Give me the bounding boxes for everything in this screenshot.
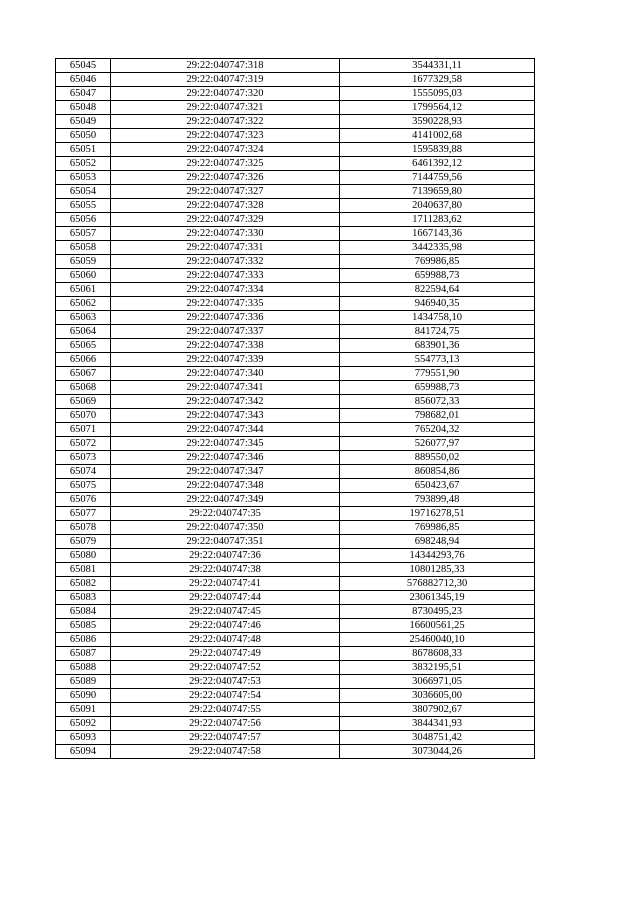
row-number-cell: 65061 bbox=[56, 283, 111, 297]
row-number-cell: 65062 bbox=[56, 297, 111, 311]
cadastral-number-cell: 29:22:040747:36 bbox=[111, 549, 340, 563]
cadastral-number-cell: 29:22:040747:327 bbox=[111, 185, 340, 199]
table-row bbox=[56, 731, 535, 745]
table-row bbox=[56, 423, 535, 437]
table-row bbox=[56, 703, 535, 717]
cadastral-number-cell: 29:22:040747:53 bbox=[111, 675, 340, 689]
row-number-cell: 65053 bbox=[56, 171, 111, 185]
row-number-cell: 65051 bbox=[56, 143, 111, 157]
cadastral-value-cell: 16600561,25 bbox=[340, 619, 535, 633]
row-number-cell: 65063 bbox=[56, 311, 111, 325]
cadastral-value-cell: 1555095,03 bbox=[340, 87, 535, 101]
cadastral-number-cell: 29:22:040747:349 bbox=[111, 493, 340, 507]
row-number-cell: 65068 bbox=[56, 381, 111, 395]
row-number-cell: 65072 bbox=[56, 437, 111, 451]
row-number-cell: 65069 bbox=[56, 395, 111, 409]
cadastral-number-cell: 29:22:040747:321 bbox=[111, 101, 340, 115]
cadastral-value-cell: 841724,75 bbox=[340, 325, 535, 339]
cadastral-number-cell: 29:22:040747:58 bbox=[111, 745, 340, 759]
cadastral-number-cell: 29:22:040747:38 bbox=[111, 563, 340, 577]
cadastral-value-cell: 554773,13 bbox=[340, 353, 535, 367]
cadastral-value-cell: 3442335,98 bbox=[340, 241, 535, 255]
cadastral-value-cell: 8730495,23 bbox=[340, 605, 535, 619]
row-number-cell: 65092 bbox=[56, 717, 111, 731]
cadastral-value-cell: 3807902,67 bbox=[340, 703, 535, 717]
row-number-cell: 65077 bbox=[56, 507, 111, 521]
cadastral-number-cell: 29:22:040747:335 bbox=[111, 297, 340, 311]
cadastral-number-cell: 29:22:040747:48 bbox=[111, 633, 340, 647]
row-number-cell: 65074 bbox=[56, 465, 111, 479]
cadastral-value-cell: 659988,73 bbox=[340, 381, 535, 395]
cadastral-number-cell: 29:22:040747:41 bbox=[111, 577, 340, 591]
table-row bbox=[56, 409, 535, 423]
cadastral-value-cell: 576882712,30 bbox=[340, 577, 535, 591]
table-row bbox=[56, 367, 535, 381]
table-row bbox=[56, 101, 535, 115]
cadastral-number-cell: 29:22:040747:319 bbox=[111, 73, 340, 87]
cadastral-value-cell: 822594,64 bbox=[340, 283, 535, 297]
row-number-cell: 65071 bbox=[56, 423, 111, 437]
cadastral-number-cell: 29:22:040747:344 bbox=[111, 423, 340, 437]
cadastral-number-cell: 29:22:040747:333 bbox=[111, 269, 340, 283]
table-row bbox=[56, 185, 535, 199]
cadastral-value-cell: 1677329,58 bbox=[340, 73, 535, 87]
cadastral-value-cell: 14344293,76 bbox=[340, 549, 535, 563]
row-number-cell: 65091 bbox=[56, 703, 111, 717]
row-number-cell: 65046 bbox=[56, 73, 111, 87]
cadastral-number-cell: 29:22:040747:332 bbox=[111, 255, 340, 269]
cadastral-value-cell: 3844341,93 bbox=[340, 717, 535, 731]
cadastral-value-cell: 698248,94 bbox=[340, 535, 535, 549]
row-number-cell: 65057 bbox=[56, 227, 111, 241]
row-number-cell: 65093 bbox=[56, 731, 111, 745]
row-number-cell: 65059 bbox=[56, 255, 111, 269]
table-row bbox=[56, 549, 535, 563]
cadastral-value-table bbox=[55, 58, 535, 759]
cadastral-number-cell: 29:22:040747:54 bbox=[111, 689, 340, 703]
table-row bbox=[56, 605, 535, 619]
cadastral-number-cell: 29:22:040747:329 bbox=[111, 213, 340, 227]
table-row bbox=[56, 73, 535, 87]
cadastral-number-cell: 29:22:040747:56 bbox=[111, 717, 340, 731]
row-number-cell: 65064 bbox=[56, 325, 111, 339]
cadastral-number-cell: 29:22:040747:342 bbox=[111, 395, 340, 409]
cadastral-number-cell: 29:22:040747:324 bbox=[111, 143, 340, 157]
cadastral-value-cell: 683901,36 bbox=[340, 339, 535, 353]
row-number-cell: 65050 bbox=[56, 129, 111, 143]
table-row bbox=[56, 479, 535, 493]
cadastral-number-cell: 29:22:040747:44 bbox=[111, 591, 340, 605]
cadastral-number-cell: 29:22:040747:55 bbox=[111, 703, 340, 717]
cadastral-number-cell: 29:22:040747:52 bbox=[111, 661, 340, 675]
row-number-cell: 65087 bbox=[56, 647, 111, 661]
cadastral-value-cell: 3073044,26 bbox=[340, 745, 535, 759]
row-number-cell: 65076 bbox=[56, 493, 111, 507]
row-number-cell: 65086 bbox=[56, 633, 111, 647]
table-row bbox=[56, 619, 535, 633]
cadastral-value-cell: 8678608,33 bbox=[340, 647, 535, 661]
cadastral-number-cell: 29:22:040747:339 bbox=[111, 353, 340, 367]
table-row bbox=[56, 591, 535, 605]
cadastral-value-cell: 769986,85 bbox=[340, 255, 535, 269]
row-number-cell: 65060 bbox=[56, 269, 111, 283]
row-number-cell: 65088 bbox=[56, 661, 111, 675]
row-number-cell: 65048 bbox=[56, 101, 111, 115]
cadastral-number-cell: 29:22:040747:336 bbox=[111, 311, 340, 325]
table-row bbox=[56, 633, 535, 647]
cadastral-number-cell: 29:22:040747:322 bbox=[111, 115, 340, 129]
cadastral-number-cell: 29:22:040747:46 bbox=[111, 619, 340, 633]
row-number-cell: 65090 bbox=[56, 689, 111, 703]
cadastral-value-cell: 19716278,51 bbox=[340, 507, 535, 521]
row-number-cell: 65052 bbox=[56, 157, 111, 171]
table-row bbox=[56, 297, 535, 311]
table-row bbox=[56, 353, 535, 367]
table-row bbox=[56, 115, 535, 129]
cadastral-number-cell: 29:22:040747:331 bbox=[111, 241, 340, 255]
row-number-cell: 65094 bbox=[56, 745, 111, 759]
row-number-cell: 65078 bbox=[56, 521, 111, 535]
cadastral-value-cell: 798682,01 bbox=[340, 409, 535, 423]
cadastral-value-cell: 6461392,12 bbox=[340, 157, 535, 171]
table-row bbox=[56, 129, 535, 143]
table-row bbox=[56, 381, 535, 395]
cadastral-value-cell: 3590228,93 bbox=[340, 115, 535, 129]
row-number-cell: 65083 bbox=[56, 591, 111, 605]
table-row bbox=[56, 213, 535, 227]
cadastral-number-cell: 29:22:040747:350 bbox=[111, 521, 340, 535]
cadastral-number-cell: 29:22:040747:330 bbox=[111, 227, 340, 241]
cadastral-value-cell: 23061345,19 bbox=[340, 591, 535, 605]
table-row bbox=[56, 241, 535, 255]
cadastral-value-cell: 1595839,88 bbox=[340, 143, 535, 157]
cadastral-number-cell: 29:22:040747:49 bbox=[111, 647, 340, 661]
cadastral-value-cell: 769986,85 bbox=[340, 521, 535, 535]
cadastral-number-cell: 29:22:040747:337 bbox=[111, 325, 340, 339]
cadastral-number-cell: 29:22:040747:323 bbox=[111, 129, 340, 143]
cadastral-number-cell: 29:22:040747:346 bbox=[111, 451, 340, 465]
table-row bbox=[56, 451, 535, 465]
cadastral-value-cell: 4141002,68 bbox=[340, 129, 535, 143]
row-number-cell: 65055 bbox=[56, 199, 111, 213]
table-row bbox=[56, 199, 535, 213]
table-row bbox=[56, 493, 535, 507]
table-row bbox=[56, 675, 535, 689]
cadastral-number-cell: 29:22:040747:328 bbox=[111, 199, 340, 213]
cadastral-number-cell: 29:22:040747:345 bbox=[111, 437, 340, 451]
table-body bbox=[56, 59, 535, 759]
cadastral-number-cell: 29:22:040747:326 bbox=[111, 171, 340, 185]
cadastral-number-cell: 29:22:040747:347 bbox=[111, 465, 340, 479]
row-number-cell: 65073 bbox=[56, 451, 111, 465]
row-number-cell: 65054 bbox=[56, 185, 111, 199]
table-row bbox=[56, 227, 535, 241]
cadastral-value-cell: 860854,86 bbox=[340, 465, 535, 479]
cadastral-value-cell: 765204,32 bbox=[340, 423, 535, 437]
row-number-cell: 65075 bbox=[56, 479, 111, 493]
cadastral-number-cell: 29:22:040747:348 bbox=[111, 479, 340, 493]
table-row bbox=[56, 535, 535, 549]
cadastral-number-cell: 29:22:040747:318 bbox=[111, 59, 340, 73]
cadastral-number-cell: 29:22:040747:334 bbox=[111, 283, 340, 297]
cadastral-value-cell: 1799564,12 bbox=[340, 101, 535, 115]
row-number-cell: 65085 bbox=[56, 619, 111, 633]
table-row bbox=[56, 143, 535, 157]
table-row bbox=[56, 269, 535, 283]
row-number-cell: 65070 bbox=[56, 409, 111, 423]
row-number-cell: 65081 bbox=[56, 563, 111, 577]
table-row bbox=[56, 647, 535, 661]
row-number-cell: 65049 bbox=[56, 115, 111, 129]
cadastral-number-cell: 29:22:040747:35 bbox=[111, 507, 340, 521]
table-row bbox=[56, 283, 535, 297]
cadastral-value-cell: 3544331,11 bbox=[340, 59, 535, 73]
cadastral-value-cell: 793899,48 bbox=[340, 493, 535, 507]
cadastral-value-cell: 7139659,80 bbox=[340, 185, 535, 199]
cadastral-number-cell: 29:22:040747:341 bbox=[111, 381, 340, 395]
table-row bbox=[56, 745, 535, 759]
table-row bbox=[56, 339, 535, 353]
table-row bbox=[56, 59, 535, 73]
row-number-cell: 65066 bbox=[56, 353, 111, 367]
table-row bbox=[56, 255, 535, 269]
row-number-cell: 65080 bbox=[56, 549, 111, 563]
table-row bbox=[56, 437, 535, 451]
table-row bbox=[56, 507, 535, 521]
cadastral-value-cell: 856072,33 bbox=[340, 395, 535, 409]
row-number-cell: 65047 bbox=[56, 87, 111, 101]
cadastral-value-cell: 2040637,80 bbox=[340, 199, 535, 213]
table-row bbox=[56, 465, 535, 479]
cadastral-number-cell: 29:22:040747:340 bbox=[111, 367, 340, 381]
table-row bbox=[56, 87, 535, 101]
row-number-cell: 65067 bbox=[56, 367, 111, 381]
cadastral-value-cell: 25460040,10 bbox=[340, 633, 535, 647]
cadastral-number-cell: 29:22:040747:351 bbox=[111, 535, 340, 549]
cadastral-number-cell: 29:22:040747:45 bbox=[111, 605, 340, 619]
cadastral-number-cell: 29:22:040747:320 bbox=[111, 87, 340, 101]
cadastral-value-cell: 1667143,36 bbox=[340, 227, 535, 241]
cadastral-value-cell: 779551,90 bbox=[340, 367, 535, 381]
table-row bbox=[56, 689, 535, 703]
cadastral-value-cell: 889550,02 bbox=[340, 451, 535, 465]
row-number-cell: 65082 bbox=[56, 577, 111, 591]
row-number-cell: 65058 bbox=[56, 241, 111, 255]
table-row bbox=[56, 717, 535, 731]
cadastral-number-cell: 29:22:040747:325 bbox=[111, 157, 340, 171]
table-row bbox=[56, 577, 535, 591]
cadastral-value-cell: 526077,97 bbox=[340, 437, 535, 451]
row-number-cell: 65079 bbox=[56, 535, 111, 549]
table-row bbox=[56, 171, 535, 185]
cadastral-number-cell: 29:22:040747:57 bbox=[111, 731, 340, 745]
table-row bbox=[56, 157, 535, 171]
table-row bbox=[56, 563, 535, 577]
cadastral-value-cell: 3832195,51 bbox=[340, 661, 535, 675]
cadastral-value-cell: 3066971,05 bbox=[340, 675, 535, 689]
row-number-cell: 65089 bbox=[56, 675, 111, 689]
cadastral-value-cell: 3048751,42 bbox=[340, 731, 535, 745]
table-row bbox=[56, 325, 535, 339]
cadastral-value-cell: 659988,73 bbox=[340, 269, 535, 283]
cadastral-value-cell: 10801285,33 bbox=[340, 563, 535, 577]
cadastral-value-cell: 946940,35 bbox=[340, 297, 535, 311]
cadastral-value-cell: 1711283,62 bbox=[340, 213, 535, 227]
row-number-cell: 65084 bbox=[56, 605, 111, 619]
table-row bbox=[56, 395, 535, 409]
row-number-cell: 65065 bbox=[56, 339, 111, 353]
cadastral-number-cell: 29:22:040747:338 bbox=[111, 339, 340, 353]
cadastral-value-cell: 1434758,10 bbox=[340, 311, 535, 325]
table-row bbox=[56, 521, 535, 535]
table-row bbox=[56, 661, 535, 675]
row-number-cell: 65045 bbox=[56, 59, 111, 73]
cadastral-value-cell: 650423,67 bbox=[340, 479, 535, 493]
cadastral-value-cell: 7144759,56 bbox=[340, 171, 535, 185]
table-row bbox=[56, 311, 535, 325]
cadastral-value-cell: 3036605,00 bbox=[340, 689, 535, 703]
row-number-cell: 65056 bbox=[56, 213, 111, 227]
cadastral-number-cell: 29:22:040747:343 bbox=[111, 409, 340, 423]
